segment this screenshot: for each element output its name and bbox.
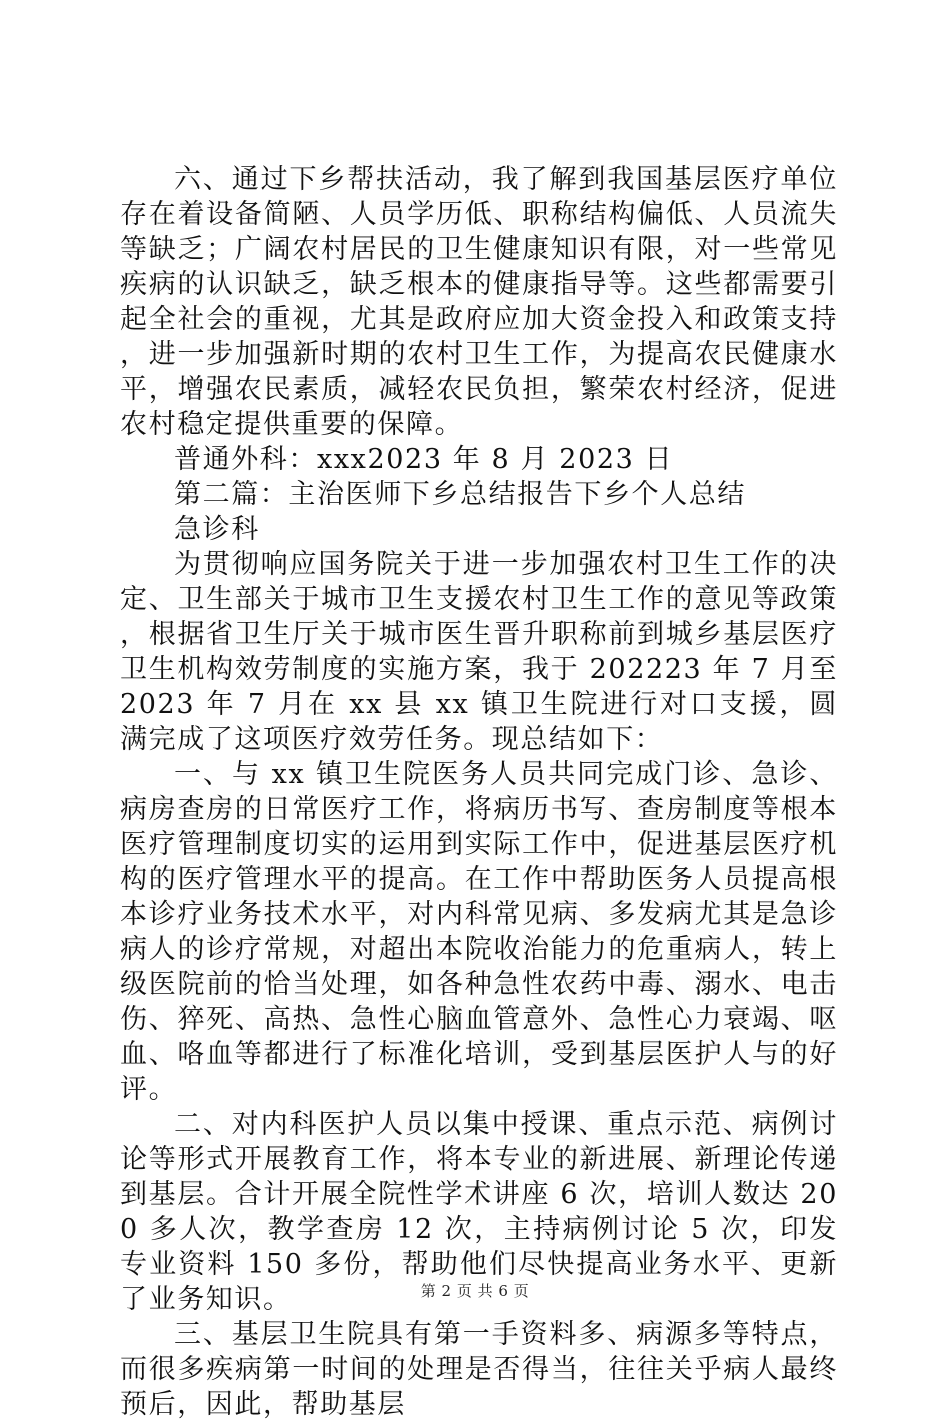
- paragraph-section-six: 六、通过下乡帮扶活动，我了解到我国基层医疗单位存在着设备简陋、人员学历低、职称结构偏低、人员流失等缺乏；广阔农村居民的卫生健康知识有限，对一些常见疾病的认识缺乏，缺乏根本的健康指导等。这些都需要引起全社会的重视，尤其是政府应加大资金投入和政策支持，进一步加强新时期的农村卫生工作，为提高农民健康水平，增强农民素质，减轻农民负担，繁荣农村经济，促进农村稳定提供重要的保障。: [120, 164, 838, 440]
- paragraph-section-three: 三、基层卫生院具有第一手资料多、病源多等特点，而很多疾病第一时间的处理是否得当，往往关乎病人最终预后，因此，帮助基层: [120, 1319, 838, 1420]
- department-label: 急诊科: [174, 514, 260, 545]
- paragraph-section-one: 一、与 xx 镇卫生院医务人员共同完成门诊、急诊、病房查房的日常医疗工作，将病历书写、查房制度等根本医疗管理制度切实的运用到实际工作中，促进基层医疗机构的医疗管理水平的提高。在工作中帮助医务人员提高根本诊疗业务技术水平，对内科常见病、多发病尤其是急诊病人的诊疗常规，对超出本院收治能力的危重病人，转上级医院前的恰当处理，如各种急性农药中毒、溺水、电击伤、猝死、高热、急性心脑血管意外、急性心力衰竭、呕血、咯血等都进行了标准化培训，受到基层医护人与的好评。: [120, 759, 838, 1105]
- chapter-title: 第二篇：主治医师下乡总结报告下乡个人总结: [174, 479, 746, 510]
- document-body: [120, 162, 838, 1422]
- paragraph-section-two: 二、对内科医护人员以集中授课、重点示范、病例讨论等形式开展教育工作，将本专业的新进展、新理论传递到基层。合计开展全院性学术讲座 6 次，培训人数达 200 多人次，教学查房 12 次，主持病例讨论 5 次，印发专业资料 150 多份，帮助他们尽快提高业务水平、更新了业务知识。: [120, 1109, 838, 1315]
- paragraph-intro: 为贯彻响应国务院关于进一步加强农村卫生工作的决定、卫生部关于城市卫生支援农村卫生工作的意见等政策，根据省卫生厅关于城市医生晋升职称前到城乡基层医疗卫生机构效劳制度的实施方案，我于 202223 年 7 月至 2023 年 7 月在 xx 县 xx 镇卫生院进行对口支援，圆满完成了这项医疗效劳任务。现总结如下：: [120, 549, 838, 755]
- page-number-footer: 第 2 页 共 6 页: [420, 1282, 530, 1300]
- signature-line: 普通外科：xxx2023 年 8 月 2023 日: [174, 444, 674, 475]
